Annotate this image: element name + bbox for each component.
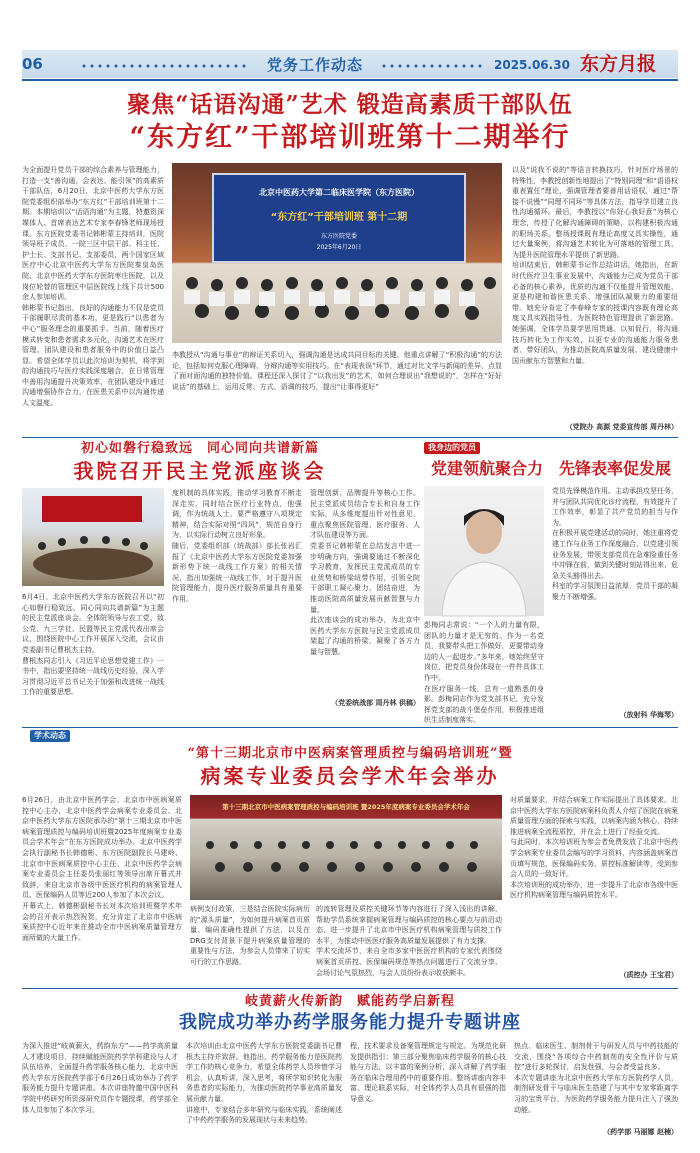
forum-col3: 管理创新、品牌提升等核心工作。民主党派成员结合专长和自身工作实际，从多维度提出针对性意见，重点聚焦医院管理、医疗服务、人才队伍建设等方面。 党委书记韩彬蒙在总结发言中进一步明确方向，强调要通过不断深化学习教育，发挥民主党派成员的专业优势和桥梁纽带作用，引领全院干部职工凝心聚力、团结奋进，为推动医院高质量发展贡献智慧与力量。 此次座谈会的成功举办，为北京中医药大学东方医院与民主党派成员架起了沟通的桥梁，凝聚了各方力量与智慧。	[310, 489, 420, 656]
photo-banner-line1: 北京中医药大学第二临床医学院（东方医院）	[259, 188, 419, 197]
academic-col1: 6月26日，由北京中医药学会、北京市中医病案质控中心主办，北京中医药学会病案专业委员会、北京中医药大学东方医院承办的“第十三期北京市中医病案管理质控与编码培训班暨2025年度病案专业委员会学术年会”在东方医院成功举办。北京中医药学会执行副秘书长韩德彬、东方医院副院长马建岭、北京市中医病案质控中心主任、北京中医药学会病案专业委员会主任委员张丽红等领导出席开幕式并致辞，来自北京市各级中医医疗机构的病案管理人员、医保编码人员等近200人参加了本次会议。 开幕式上，韩德彬副秘书长对本次培训班暨学术年会的召开表示热烈祝贺，充分肯定了北京市中医病案质控中心近年来在推动全市中医病案质量管理方面所做的大量工作。	[22, 796, 182, 942]
forum-table-illustration	[22, 528, 164, 586]
academic-kicker: “第十三期北京市中医病案管理质控与编码培训班”暨	[187, 746, 513, 761]
header-dots-left	[80, 64, 250, 68]
stage-screen	[212, 173, 466, 263]
academic-signature: （质控办 王宝君）	[619, 971, 678, 979]
pharmacy-signature: （药学部 马丽娜 赵楠）	[603, 1128, 678, 1136]
lead-kicker: 聚焦“话语沟通”艺术 锻造高素质干部队伍	[127, 91, 573, 118]
party-member-portrait	[424, 486, 544, 616]
photo-banner-line3: 东方医院党委	[320, 233, 357, 240]
lead-col3: 以及“说我不说的”等语言转换技巧，针对医疗场景的特殊性，李教授创新性地提出了“特别同理”和“语语权重表置任”理论，强调管理者要善用话语权，通过“帮接不说慢”“同理不同环”等具体方法，指导学员建立良性沟通循环。最后，李教授以“你好心我好意”为核心理念，传授了化解沟通障碍的策略，以构建积极沟通的职场关系。整场授课既有理论高度又具实操性，通过大量案例，将沟通艺术转化为可落地的管理工具，为提升医院管理水平提供了新思路。 培训结束后，韩彬蒙书记作总结讲话。她指出，在新时代医疗卫生事业发展中，沟通能力已成为党员干部必备的核心素养。优质的沟通不仅能提升管理效能，更是构建和谐医患关系、增强团队凝聚力的重要纽带。她充分肯定了李春峰专家的授课内容既有理论高度又具实践指导性，为医院特色管理提供了新思路。她强调，全体学员要学思用贯通、以知促行，将沟通技巧转化为工作实效，以更专业的沟通能力服务患者、带好团队，为推动医院高质量发展、建设健康中国贡献东方智慧和力量。	[512, 166, 678, 365]
lead-col1: 为全面提升党员干部的综合素养与管理能力，打造一支“善沟通、会表达、能引领”的高素质干部队伍，6月20日，北京中医药大学东方医院党委组织部举办“东方红”干部培训班第十二期。本期培训以“话语沟通”为主题，特邀资深媒体人、首席表达艺术专家李春锋老师现场授课。东方医院党委书记韩彬蒙主持培训，医院领导班子成员、一院三区中层干部、科主任、护士长、支部书记、支部委员，两个国家区域医疗中心北京中医药大学东方医院秦皇岛医院、北京中医药大学东方医院枣庄医院，以及岗位轮替的管理区中层医院线上线下共计500余人参加培训。 韩彬蒙书记指出，良好的沟通能力不仅是党员干部履职尽责的基本功，更是践行“以患者为中心”服务理念的重要抓手。当前，随着医疗模式转变和患者需求多元化，沟通艺术在医疗管理、团队建设和患者服务中的价值日益凸显。希望全体学员以此次培训为契机，将学到的沟通技巧与医疗实践深度融合，在日常管理中善用沟通提升决策效率，在团队建设中通过沟通增强协作合力，在医患关系中以沟通传递人文温度。	[22, 166, 164, 408]
divider	[22, 988, 678, 989]
audience-illustration	[172, 263, 502, 343]
lead-title: “东方红”干部培训班第十二期举行	[129, 122, 571, 153]
divider	[22, 727, 678, 728]
forum-title: 我院召开民主党派座谈会	[73, 459, 327, 483]
pharmacy-title: 我院成功举办药学服务能力提升专题讲座	[179, 1012, 521, 1033]
pharmacy-col3: 程，技术要求及备案管理规定与规定。为规范化研发提供指引；第三部分聚焦临床药学服务的核心技能与方法，以丰富的案例分析，深入讲解了药学服务在临床合理用药中的重要作用。整场讲座内容丰富、理论联系实际，对全体药学人员具有很强的指导意义。	[350, 1042, 506, 1103]
party-member-title: 党建领航聚合力 先锋表率促发展	[430, 459, 671, 478]
header-dots-right	[380, 64, 490, 68]
pharmacy-col2: 本次培训由北京中医药大学东方医院党委副书记曹根杰主持并致辞。他指出，药学服务能力是医院药学工作的核心竞争力，希望全体药学人员珍惜学习机会，认真听讲，深入思考，将所学知识转化为服务患者的实际能力，为推动医院药学事业高质量发展贡献力量。 讲座中，专家结合多年研究与临床实践，系统阐述了中药药学服务的发展现状与未来趋势。	[186, 1042, 342, 1125]
pharmacy-kicker: 岐黄薪火传新韵 赋能药学启新程	[244, 994, 455, 1009]
academic-col3: 的流转管理及质控关键环节等内容进行了深入浅出的讲解，帮助学员系统掌握病案管理与编码质控的核心要点与前沿动态，进一步提升了北京市中医医疗机构病案管理与质控工作水平，为推动中医医疗服务高质量发展提供了有力支撑。 学术交流环节，来自全市多家中医医疗机构的专家代表围绕病案首页质控、医保编码规范等热点问题进行了交流分享，会场讨论气氛热烈，与会人员纷纷表示收获颇丰。	[316, 905, 502, 977]
academic-photo-banner: 第十三期北京市中医病案管理质控与编码培训班 暨2025年度病案专业委员会学术年会	[222, 803, 470, 811]
issue-date: 2025.06.30	[494, 58, 570, 72]
page-header	[0, 0, 700, 82]
party-member-tag: 我身边的党员	[424, 442, 480, 454]
forum-photo-banner	[42, 496, 142, 522]
party-member-signature: （放射科 华海琴）	[619, 711, 678, 719]
portrait-figure	[424, 486, 544, 616]
party-member-col1: 彭梅同志常说：“一个人的力量有限，团队的力量才是无穷的。作为一名党员，我要带头把工作做好，更要带动身边的人一起进步。”多年来，她始终坚守岗位，把党员身份体现在一件件具体工作中。 在医疗服务一线，总有一道熟悉的身影。彭梅同志作为党支部书记，充分发挥党支部的战斗堡垒作用，积极推进组织生活制度落实。	[424, 621, 544, 725]
divider	[22, 437, 678, 438]
pharmacy-col1: 为深入推进“岐黄薪火，药韵东方”——药学高质量人才建设项目，持续赋能医院药学学科建设与人才队伍培养，全面提升药学服务核心能力，北京中医药大学东方医院药学部于6月26日成功举办了药学服务能力提升专题讲座。本次讲座特邀中国中医科学院中药研究所资深研究员作专题授课，药学部全体人员参加了本次学习。	[22, 1042, 178, 1114]
party-member-col2: 党员先锋模范作用。主动承担攻坚任务，并与团队共同优化诊疗流程，有效提升了工作效率，彰显了共产党员的担当与作为。 在积极开展党建活动的同时，她注重将党建工作与业务工作深度融合，以党建引领业务发展，带领支部党员在急难险重任务中冲锋在前，做到关键时刻站得出来、危急关头豁得出去。 科室的学习氛围日益浓厚，党员干部的凝聚力不断增强。	[552, 487, 678, 601]
section-title: 党务工作动态	[266, 56, 363, 74]
newspaper-brand: 东方月报	[580, 53, 657, 75]
academic-tag: 学术动态	[30, 730, 70, 742]
pharmacy-col4: 热点、临床医生、制剂骨干与研发人员与中药技能的交流，围绕“各项综合中药制剂的安全性评价与质控”进行多轮探讨，启发性强，与会者受益良多。 本次专题讲座为北京中医药大学东方医院药学人员，制剂研发骨干与临床医生搭建了与其中专家零距离学习的宝贵平台，为医院药学服务能力提升注入了强劲动能。	[514, 1042, 678, 1114]
forum-kicker: 初心如磐行稳致远 同心同向共谱新篇	[80, 441, 319, 456]
photo-banner-line2: “东方红”干部培训班 第十二期	[270, 212, 408, 223]
forum-col1: 6月4日，北京中医药大学东方医院召开以“初心如磐行稳致远，同心同向共谱新篇”为主题的民主党派座谈会。全体院领导与农工党、致公党、九三学社、民盟等民主党派代表出席会议，围绕医院中心工作开展深入交流，会议由党委副书记曹根杰主持。 曹根杰同志引入《习近平论思想党建工作》一书中，指出要坚持统一战线历史经验，深入学习贯彻习近平总书记关于加强和改进统一战线工作的重要思想。	[22, 593, 164, 697]
forum-signature: （党委统战部 周丹林 供稿）	[331, 699, 420, 707]
academic-audience-illustration	[190, 825, 502, 900]
page-number: 06	[22, 55, 43, 73]
academic-photo-caption: 病例支付政策，三是结合医院实际病历的“源头质量”，为如何提升病案首页质量、编码准确性提供了方法，以及在DRG支付背景下提升病案质量管理的重要性与方法，为参会人员带来了切实可行的工作思路。	[190, 905, 310, 966]
lead-photo-caption: 李教授从“沟通与事业”的辩证关系切入，强调沟通是达成共同目标的关键。他重点讲解了“积极沟通”的方法论，包括如何克服心理障碍、分辩沟通等实用技巧。在“表现表误”环节，通过对比文学与新闻的差异，点显了面对面沟通的独特价值。课程还深入探讨了“以我出发”的艺术，如何合理说出“我想说的”，怎样在“好好说话”的基础上，运用反常、方式、语调的技巧，提出“让事得更好”	[172, 351, 502, 391]
academic-col4: 对质量要求，并结合病案工作实际提出了具体要求。北京中医药大学东方医院病案科负责人介绍了医院在病案质量管理方面的探索与实践，以病案内涵为核心，持续推进病案全流程质控，并在会上进行了经验交流。 与此同时，本次培训班为参会者免费发放了北京中医药学会病案专业委员会编写的学习资料，内容涵盖病案首页填写规范、医保编码实务、质控标准解读等，受到参会人员的一致好评。 本次培训班的成功举办，进一步提升了北京市各级中医医疗机构病案管理与编码质控水平。	[510, 796, 678, 900]
lead-photo	[172, 163, 502, 343]
forum-photo	[22, 488, 164, 586]
lead-signature: （党院办 高源 党委宣传部 周丹林）	[565, 423, 678, 431]
header-rule	[22, 79, 678, 81]
academic-title: 病案专业委员会学术年会举办	[200, 764, 500, 788]
forum-col2: 度机制的具体实践，推动学习教育不断走深走实，同时结合医疗行业特点，他强调，作为统战人士，要严格遵守八项规定精神，结合实际对照“四风”，规范自身行为，以实际行动树立良好形象。 随后，党委组织部（统战部）部长张岩汇报了《北京中医药大学东方医院党委加强新形势下统一战线工作方案》的相关情况，指出加强统一战线工作，对于提升医院管理能力，提升医疗服务质量具有重要作用。	[172, 489, 302, 603]
academic-photo	[190, 795, 502, 900]
photo-banner-line4: 2025年6月20日	[316, 244, 362, 251]
